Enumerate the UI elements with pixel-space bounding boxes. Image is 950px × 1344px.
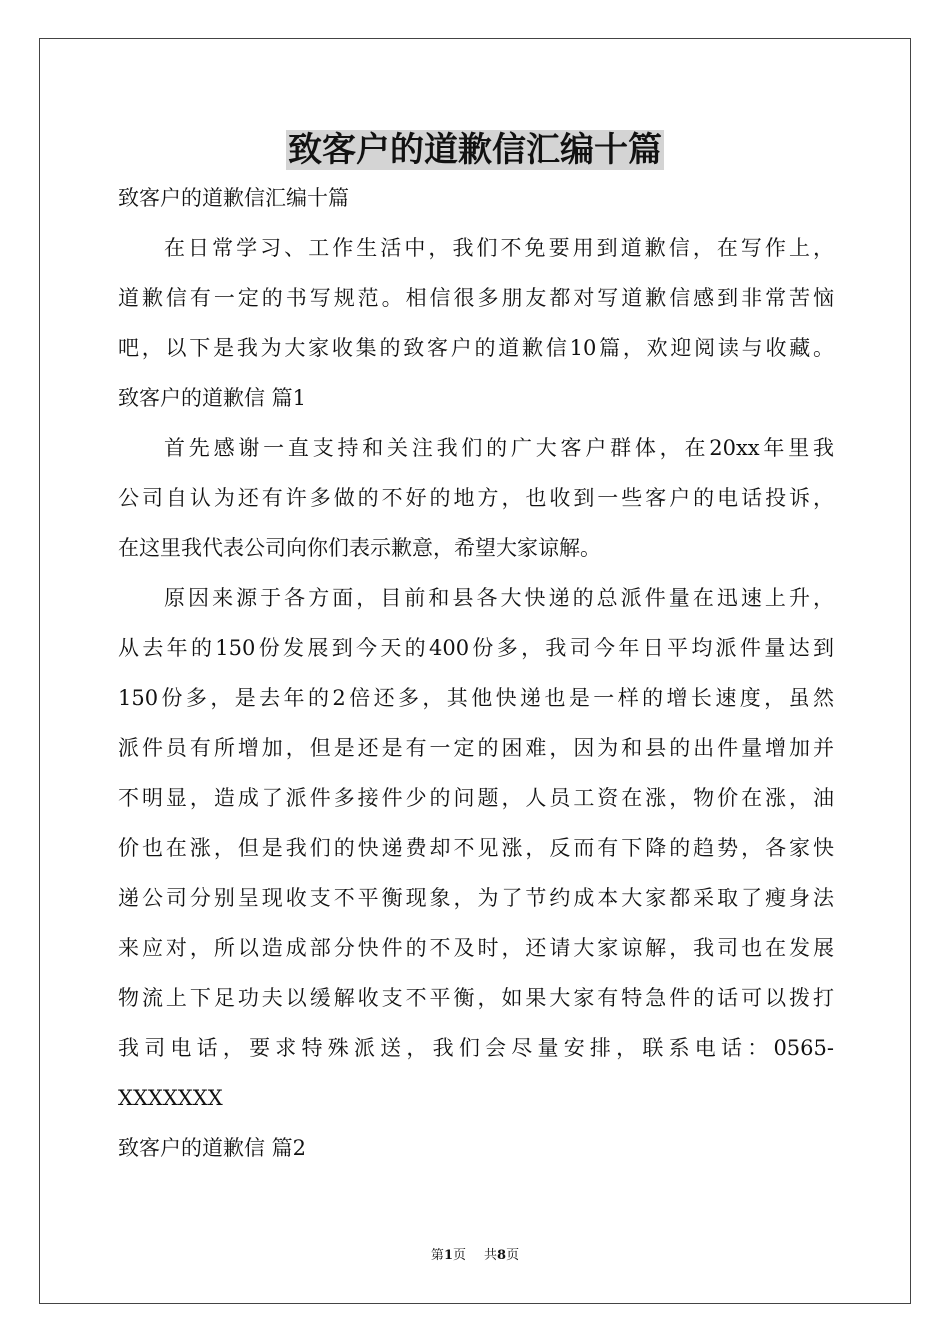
section1-paragraph-1 [118,423,834,573]
text-line: 原因来源于各方面，目前和县各大快递的总派件量在迅速上升， [164,586,834,610]
section-heading-1: 致客户的道歉信 篇1 [118,386,307,410]
document-subtitle: 致客户的道歉信汇编十篇 [118,186,349,210]
text-line: 我司电话，要求特殊派送，我们会尽量安排，联系电话：0565- [118,1036,834,1060]
text-line: 150份多，是去年的2倍还多，其他快递也是一样的增长速度，虽然 [118,686,834,710]
text-line: 派件员有所增加，但是还是有一定的困难，因为和县的出件量增加并 [118,736,834,760]
section1-paragraph-2 [118,573,834,1123]
text-line: 在这里我代表公司向你们表示歉意，希望大家谅解。 [118,536,601,560]
page-footer [0,1247,950,1265]
text-line: 道歉信有一定的书写规范。相信很多朋友都对写道歉信感到非常苦恼 [118,286,834,310]
total-suffix: 页 [506,1248,520,1263]
total-prefix: 共 [484,1248,498,1263]
text-line: XXXXXXX [118,1086,223,1110]
text-line: 首先感谢一直支持和关注我们的广大客户群体，在20xx年里我 [164,436,834,460]
page-prefix: 第 [430,1248,444,1263]
intro-paragraph [118,223,834,373]
page-label: 页 [452,1248,466,1263]
document-title [0,124,950,176]
page-total: 8 [497,1248,507,1263]
text-line: 递公司分别呈现收支不平衡现象，为了节约成本大家都采取了瘦身法 [118,886,834,910]
text-line: 物流上下足功夫以缓解收支不平衡，如果大家有特急件的话可以拨打 [118,986,834,1010]
document-body [118,173,834,1173]
document-title-text: 致客户的道歉信汇编十篇 [288,130,662,170]
text-line: 在日常学习、工作生活中，我们不免要用到道歉信，在写作上， [164,236,834,260]
text-line: 吧，以下是我为大家收集的致客户的道歉信10篇，欢迎阅读与收藏。 [118,336,834,360]
page-current: 1 [443,1248,453,1263]
text-line: 来应对，所以造成部分快件的不及时，还请大家谅解，我司也在发展 [118,936,834,960]
text-line: 不明显，造成了派件多接件少的问题，人员工资在涨，物价在涨，油 [118,786,834,810]
section-heading-2: 致客户的道歉信 篇2 [118,1136,307,1160]
text-line: 公司自认为还有许多做的不好的地方，也收到一些客户的电话投诉， [118,486,834,510]
text-line: 从去年的150份发展到今天的400份多，我司今年日平均派件量达到 [118,636,834,660]
text-line: 价也在涨，但是我们的快递费却不见涨，反而有下降的趋势，各家快 [118,836,834,860]
